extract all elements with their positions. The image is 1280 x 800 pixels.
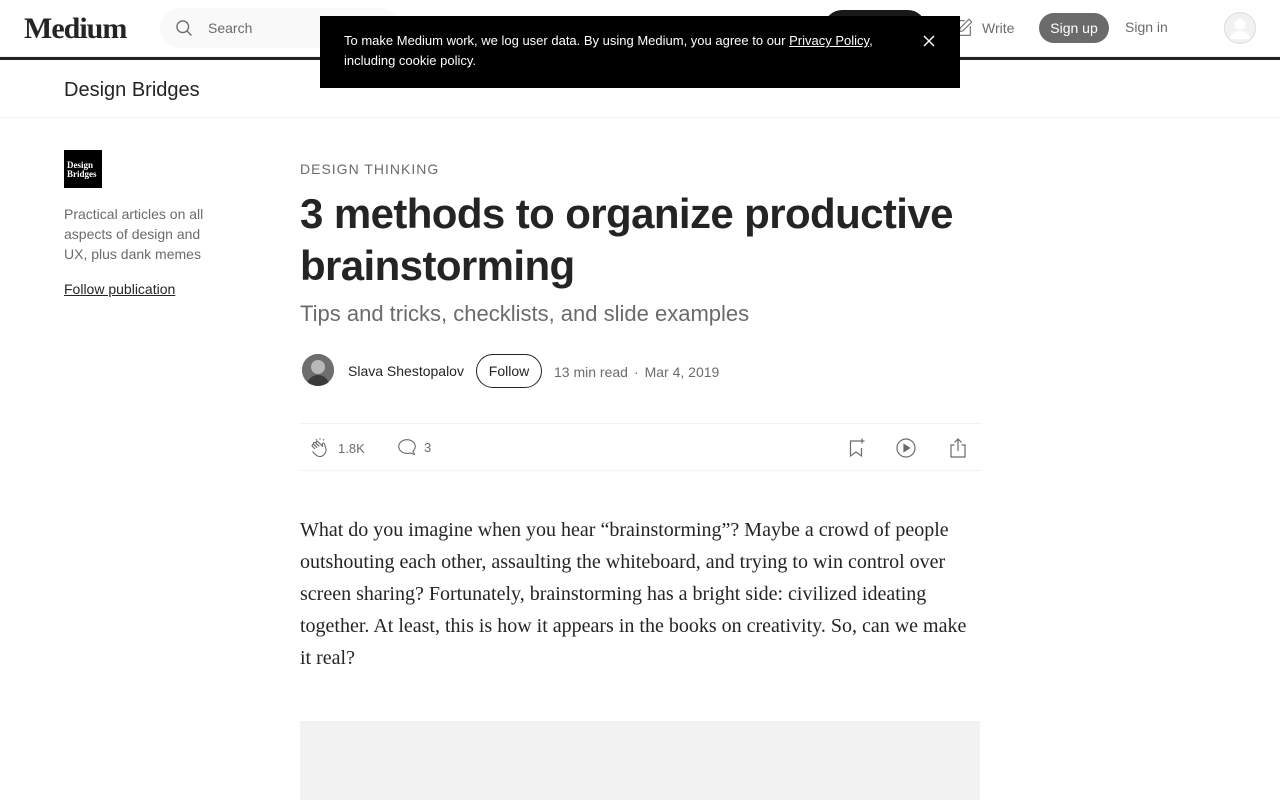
author-name[interactable]: Slava Shestopalov	[348, 363, 464, 379]
response-count: 3	[424, 439, 432, 455]
read-time: 13 min read	[554, 364, 628, 380]
article-meta	[554, 364, 719, 380]
bookmark-add-icon	[844, 436, 868, 460]
user-avatar[interactable]	[1224, 12, 1256, 44]
share-icon	[946, 436, 970, 460]
cookie-text: To make Medium work, we log user data. By using Medium, you agree to our	[344, 33, 790, 48]
article-image-placeholder	[300, 721, 980, 800]
user-icon	[1224, 12, 1256, 44]
publication-name[interactable]: Design Bridges	[64, 79, 200, 101]
cookie-text-end: , including cookie policy.	[344, 33, 873, 68]
article-body-paragraph: What do you imagine when you hear “brainstorming”? Maybe a crowd of people outshouting each other, assaulting the whiteboard, and trying to win control over screen sharing? Fortunately, brainstorming has a bright side: civilized ideating together. At least, this is how it appears in the books on creativity. So, can we make it real?	[300, 519, 967, 669]
cookie-banner	[320, 16, 960, 88]
sign-up-button[interactable]: Sign up	[1039, 13, 1109, 43]
article-title: 3 methods to organize productive brainstorming	[300, 190, 953, 289]
byline	[300, 354, 980, 388]
clap-button[interactable]	[308, 436, 365, 460]
responses-button[interactable]	[396, 436, 431, 458]
write-link[interactable]	[952, 17, 1014, 39]
article-kicker[interactable]: DESIGN THINKING	[300, 161, 440, 177]
share-button[interactable]	[946, 436, 970, 460]
author-avatar[interactable]	[302, 354, 334, 386]
listen-button[interactable]	[894, 436, 918, 460]
search-icon	[174, 18, 194, 38]
clap-icon	[308, 436, 332, 460]
publication-description: Practical articles on all aspects of design and UX, plus dank memes	[64, 206, 204, 262]
publication-logo-line-1: Design	[67, 160, 94, 170]
publication-logo[interactable]	[64, 150, 102, 188]
meta-separator: ·	[633, 364, 639, 380]
privacy-policy-link[interactable]: Privacy Policy	[789, 33, 870, 48]
publication-logo-line-2: Bridges	[67, 169, 97, 179]
article-subtitle: Tips and tricks, checklists, and slide examples	[300, 301, 750, 326]
play-icon	[894, 436, 918, 460]
article-action-bar	[300, 423, 982, 471]
write-label: Write	[982, 20, 1015, 36]
sign-in-link[interactable]: Sign in	[1125, 19, 1168, 35]
medium-logo[interactable]: Medium	[24, 12, 127, 45]
save-button[interactable]	[844, 436, 868, 460]
close-icon[interactable]	[922, 34, 936, 48]
follow-author-button[interactable]: Follow	[476, 354, 542, 388]
follow-publication-link[interactable]: Follow publication	[64, 281, 176, 297]
publish-date: Mar 4, 2019	[644, 364, 720, 380]
clap-count: 1.8K	[338, 440, 365, 456]
author-photo-icon	[302, 354, 334, 386]
comment-icon	[396, 436, 418, 458]
